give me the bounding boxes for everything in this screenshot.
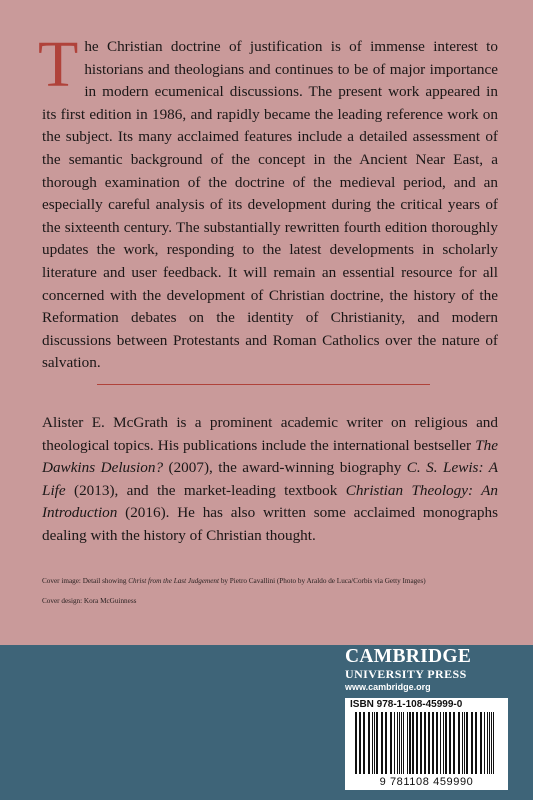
barcode-bar <box>381 712 383 774</box>
barcode-bar <box>394 712 395 774</box>
barcode-bar <box>407 712 408 774</box>
barcode-bar <box>440 712 441 774</box>
bio-text-3: (2013), and the market-leading textbook <box>65 481 346 499</box>
barcode-bar <box>484 712 485 774</box>
barcode-bar <box>487 712 488 774</box>
book-blurb <box>38 28 498 375</box>
barcode-bar <box>385 712 387 774</box>
barcode-bar <box>428 712 430 774</box>
barcode-bar <box>372 712 373 774</box>
design-credit: Cover design: Kora McGuinness <box>42 597 137 605</box>
barcode-bar <box>376 712 378 774</box>
bio-title-2: C. S. Lewis: A Life <box>42 459 498 499</box>
publisher-subtitle: UNIVERSITY PRESS <box>345 667 467 681</box>
publisher-url: www.cambridge.org <box>345 682 431 692</box>
barcode-bar <box>363 712 365 774</box>
barcode-bar <box>409 712 411 774</box>
barcode-panel <box>345 698 508 790</box>
barcode-bar <box>471 712 473 774</box>
barcode-bar <box>412 712 414 774</box>
divider-rule <box>97 384 430 385</box>
isbn-label: ISBN 978-1-108-45999-0 <box>350 699 463 710</box>
barcode-bar <box>436 712 438 774</box>
author-bio <box>42 412 498 548</box>
barcode-bar <box>464 712 465 774</box>
bio-text-1: Alister E. McGrath is a prominent academic writer on religious and theological topics. His publications include the international bestseller <box>42 414 498 454</box>
barcode-bar <box>443 712 444 774</box>
barcode-bar <box>480 712 482 774</box>
bio-text-4: (2016). He has also written some acclaimed monographs dealing with the history of Christian thought. <box>42 504 498 544</box>
publisher-logo <box>345 647 485 693</box>
bio-title-1: The Dawkins Delusion? <box>42 436 498 477</box>
barcode-bar <box>445 712 447 774</box>
barcode-bar <box>420 712 422 774</box>
barcode-bar <box>489 712 490 774</box>
publisher-name: CAMBRIDGE <box>345 646 472 667</box>
image-credit-prefix: Cover image: Detail showing <box>42 577 129 585</box>
barcode-bar <box>475 712 477 774</box>
barcode-bar <box>458 712 460 774</box>
barcode-bar <box>399 712 400 774</box>
bio-text-2: (2007), the award-winning biography <box>163 459 407 477</box>
barcode-bar <box>424 712 426 774</box>
image-credit-title: Christ from the Last Judgement <box>128 577 220 585</box>
cover-credits <box>42 577 462 617</box>
barcode-bar <box>453 712 455 774</box>
barcode-bar <box>493 712 494 774</box>
barcode-bar <box>449 712 451 774</box>
drop-cap: T <box>38 28 79 101</box>
barcode-image <box>351 712 502 776</box>
image-credit-suffix: by Pietro Cavallini (Photo by Araldo de Luca/Corbis via Getty Images) <box>219 577 426 585</box>
barcode-bar <box>368 712 370 774</box>
blurb-text: he Christian doctrine of justification is of immense interest to historians and theologians and continues to be of major importance in modern ecumenical discussions. The present work appeared in its first edition in 1986, and rapidly became the leading reference work on the subject. Its many acclaimed features include a detailed assessment of the semantic background of the concept in the Ancient Near East, a thorough examination of the doctrine of the medieval period, and an especially careful analysis of its development during the critical years of the sixteenth century. The substantially rewritten fourth edition thoroughly updates the work, responding to the latest developments in scholarly literature and user feedback. It will remain an essential resource for all concerned with the development of Christian doctrine, the history of the Reformation debates on the identity of Christianity, and modern discussions between Protestants and Roman Catholics over the nature of salvation. <box>42 38 498 372</box>
barcode-bar <box>359 712 361 774</box>
barcode-bar <box>374 712 375 774</box>
barcode-bar <box>390 712 392 774</box>
barcode-bar <box>491 712 492 774</box>
barcode-bar <box>432 712 434 774</box>
barcode-bar <box>466 712 468 774</box>
image-credit <box>42 577 462 586</box>
bio-title-3: Christian Theology: An Introduction <box>42 481 498 522</box>
barcode-bar <box>355 712 357 774</box>
barcode-bar <box>403 712 404 774</box>
barcode-bar <box>401 712 402 774</box>
barcode-bar <box>462 712 463 774</box>
barcode-digits: 9 781108 459990 <box>379 776 474 788</box>
barcode-bar <box>416 712 418 774</box>
barcode-bar <box>397 712 398 774</box>
